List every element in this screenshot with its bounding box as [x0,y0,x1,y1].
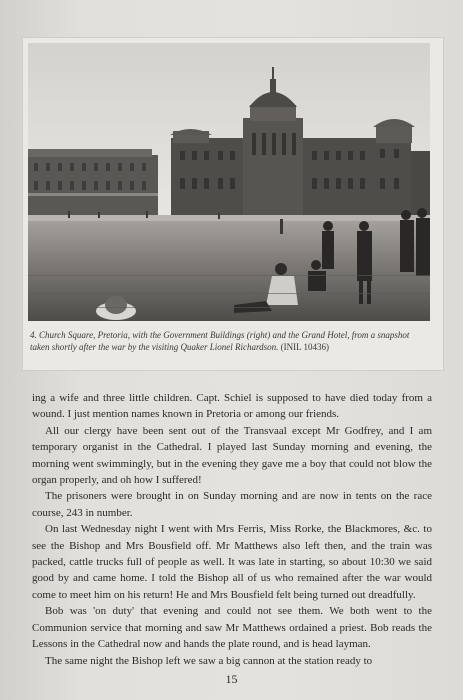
caption-reference: (INIL 10436) [280,342,330,352]
paragraph: Bob was 'on duty' that evening and could not see them. We both went to the Communion service that morning and saw Mr Matthews ordained a priest. Bob reads the Lessons in the Cathedral now and hands the plate round, and is head layman. [32,605,432,651]
page-number: 15 [225,672,238,686]
church-square-photograph [28,43,430,321]
figure-caption [30,329,430,353]
paragraph: The prisoners were brought in on Sunday morning and are now in tents on the race course, 243 in number. [32,490,432,519]
paragraph: The same night the Bishop left we saw a big cannon at the station ready to [45,654,373,667]
caption-text: 4. Church Square, Pretoria, with the Government Buildings (right) and the Grand Hotel, from a snapshot taken shortly after the war by the visiting Quaker Lionel Richardson. [30,330,410,352]
paragraph: All our clergy have been sent out of the Transvaal except Mr Godfrey, and I am temporary organist in the Cathedral. I played last Sunday morning and evening, the morning went swimmingly, but in the evening they gave me a boy that could not blow the organ properly, and oh how I suffered! [32,424,432,487]
body-text [32,390,432,669]
paragraph: On last Wednesday night I went with Mrs Ferris, Miss Rorke, the Blackmores, &c. to see the Bishop and Mrs Bousfield off. Mr Matthews also left then, and the train was packed, cattle trucks full of people as well. It was late in starting, so about 10:30 we said good by and came home. I told the Bishop all of us who remained after the war would come to meet him on his return! He and Mrs Bousfield felt being turned out dreadfully. [32,523,432,601]
paragraph-continuation: ing a wife and three little children. Capt. Schiel is supposed to have died today from a wound. I just mention names known in Pretoria or among our friends. [32,392,432,421]
